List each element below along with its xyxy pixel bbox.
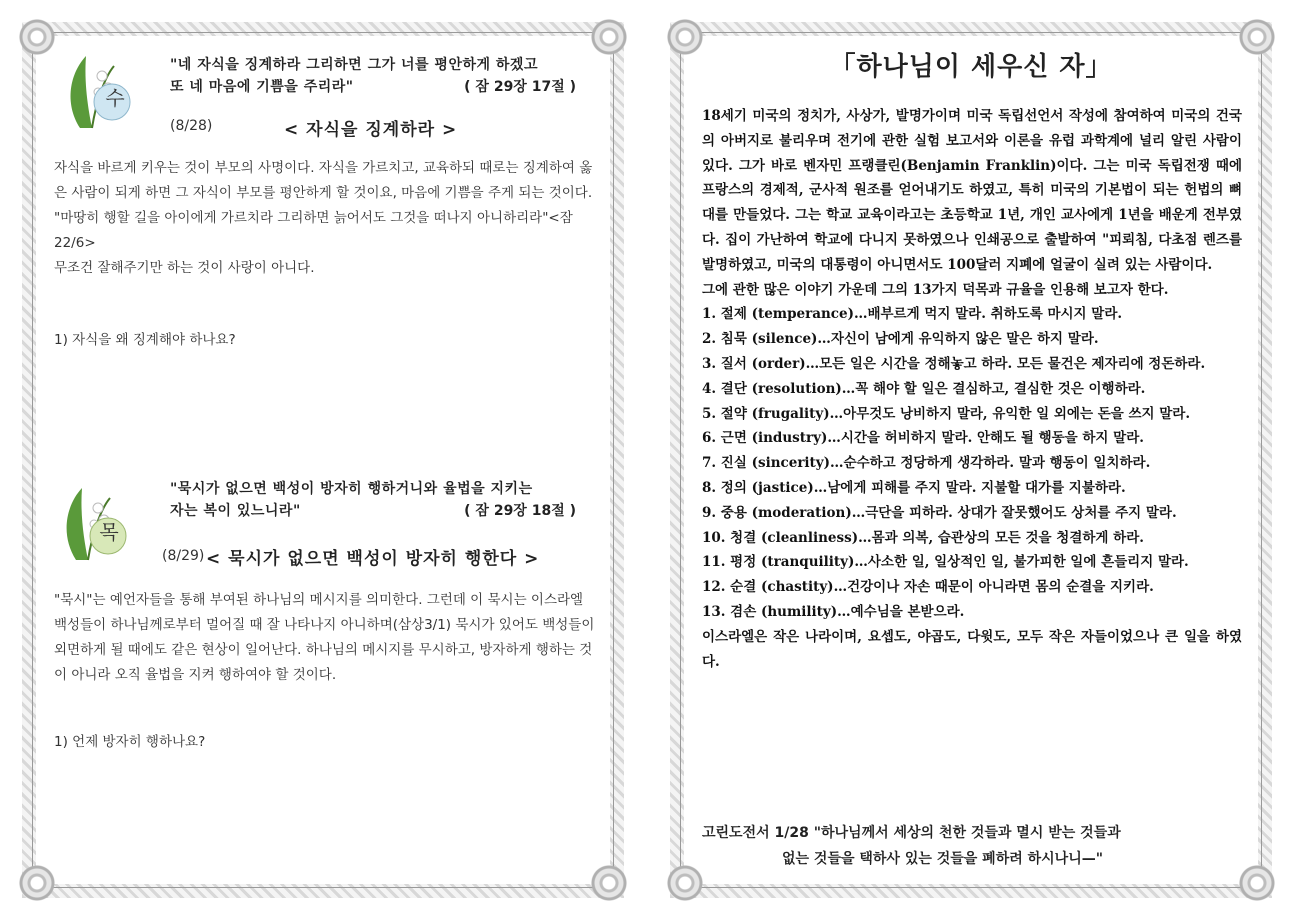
date-label: (8/29) xyxy=(162,548,205,564)
section-body xyxy=(54,588,600,688)
section-heading: < 자식을 징계하라 > xyxy=(284,120,458,140)
list-item: 5. 절약 (frugality)…아무것도 낭비하지 말라, 유익한 일 외에는 돈을 쓰지 말라. xyxy=(702,405,1191,422)
verse-line: "묵시가 없으면 백성이 방자히 행하거니와 율법을 지키는 xyxy=(170,481,533,497)
question-text: 1) 자식을 왜 징계해야 하나요? xyxy=(54,332,236,348)
left-page xyxy=(22,22,624,898)
list-item: 7. 진실 (sincerity)…순수하고 정당하게 생각하라. 말과 행동이 일치하라. xyxy=(702,455,1151,472)
verse-reference: ( 잠 29장 17절 ) xyxy=(464,79,576,95)
list-item: 1. 절제 (temperance)…배부르게 먹지 말라. 취하도록 마시지 말라. xyxy=(702,306,1123,323)
list-item: 6. 근면 (industry)…시간을 허비하지 말라. 안해도 될 행동을 하지 말라. xyxy=(702,430,1144,447)
list-item: 9. 중용 (moderation)…극단을 피하라. 상대가 잘못했어도 상처를 주지 말라. xyxy=(702,504,1177,521)
list-item: 2. 침묵 (silence)…자신이 남에게 유익하지 않은 말은 하지 말라. xyxy=(702,331,1099,348)
paragraph: "마땅히 행할 길을 아이에게 가르치라 그리하면 늙어서도 그것을 떠나지 아니하리라"<잠22/6> xyxy=(54,210,573,251)
corner-flower-icon xyxy=(14,14,60,60)
section-heading: < 묵시가 없으면 백성이 방자히 행한다 > xyxy=(206,549,540,569)
page-title: 「하나님이 세우신 자」 xyxy=(829,52,1113,82)
list-item: 3. 질서 (order)…모든 일은 시간을 정해놓고 하라. 모든 물건은 제자리에 정돈하라. xyxy=(702,355,1206,372)
closing-paragraph: 이스라엘은 작은 나라이며, 요셉도, 야곱도, 다윗도, 모두 작은 자들이었으나 큰 일을 하였다. xyxy=(702,628,1242,670)
footer-line: 고린도전서 1/28 "하나님께서 세상의 천한 것들과 멸시 받는 것들과 xyxy=(702,825,1121,841)
date-label: (8/28) xyxy=(170,118,213,134)
paragraph: 18세기 미국의 정치가, 사상가, 발명가이며 미국 독립선언서 작성에 참여하여 미국의 건국의 아버지로 불리우며 전기에 관한 실험 보고서와 이론을 유럽 과학계에 널리 알린 사람이 있다. 그가 바로 벤자민 프랭클린(Benjamin Franklin)이다. 그는 미국 독립전쟁 때에 프랑스의 경제적, 군사적 원조를 얻어내기도 하였고, 특히 미국의 기본법이 되는 헌법의 뼈대를 만들었다. 그는 학교 교육이라고는 초등학교 1년, 개인 교사에게 1년을 배운게 전부였다. 집이 가난하여 학교에 다니지 못하였으나 인쇄공으로 출발하여 "피뢰침, 다초점 렌즈를 발명하였고, 미국의 대통령이 아니면서도 100달러 지폐에 얼굴이 실려 있는 사람이다. xyxy=(702,108,1242,273)
flower-char: 목 xyxy=(99,520,119,544)
paragraph: 무조건 잘해주기만 하는 것이 사랑이 아니다. xyxy=(54,260,315,276)
corner-flower-icon xyxy=(586,860,632,906)
list-item: 10. 청결 (cleanliness)…몸과 의복, 습관상의 모든 것을 청결하게 하라. xyxy=(702,529,1144,546)
list-item: 13. 겸손 (humility)…예수님을 본받으라. xyxy=(702,603,965,620)
verse-line: 자는 복이 있느니라" xyxy=(170,503,301,519)
corner-flower-icon xyxy=(14,860,60,906)
flower-char: 수 xyxy=(105,86,125,110)
right-page xyxy=(670,22,1272,898)
virtue-list xyxy=(702,302,1242,624)
verse-reference: ( 잠 29장 18절 ) xyxy=(464,503,576,519)
list-item: 4. 결단 (resolution)…꼭 해야 할 일은 결심하고, 결심한 것은 이행하라. xyxy=(702,380,1146,397)
question-text: 1) 언제 방자히 행하나요? xyxy=(54,734,206,750)
list-item: 8. 정의 (jastice)…남에게 피해를 주지 말라. 지불할 대가를 지불하라. xyxy=(702,479,1126,496)
verse-line: "네 자식을 징계하라 그리하면 그가 너를 평안하게 하겠고 xyxy=(170,57,538,73)
paragraph: "묵시"는 예언자들을 통해 부여된 하나님의 메시지를 의미한다. 그런데 이 묵시는 이스라엘 백성들이 하나님께로부터 멀어질 때 잘 나타나지 아니하며(삼상3/1) 묵시가 있어도 백성들이 외면하게 될 때에도 같은 현상이 일어난다. 하나님의 메시지를 무시하고, 방자하게 행하는 것이 아니라 오직 율법을 지켜 행하여야 할 것이다. xyxy=(54,592,595,683)
footer-line: 없는 것들을 택하사 있는 것들을 폐하려 하시나니—" xyxy=(782,851,1104,867)
section-body xyxy=(54,156,600,281)
article-body xyxy=(702,104,1242,674)
paragraph: 자식을 바르게 키우는 것이 부모의 사명이다. 자식을 가르치고, 교육하되 때로는 징계하여 옳은 사람이 되게 하면 그 자식이 부모를 평안하게 할 것이요, 마음에 기쁨을 주게 되는 것이다. xyxy=(54,160,593,201)
verse-line: 또 네 마음에 기쁨을 주리라" xyxy=(170,79,354,95)
footer-verse xyxy=(702,820,1242,872)
list-item: 12. 순결 (chastity)…건강이나 자손 때문이 아니라면 몸의 순결을 지키라. xyxy=(702,579,1154,596)
list-item: 11. 평정 (tranquility)…사소한 일, 일상적인 일, 불가피한 일에 흔들리지 말라. xyxy=(702,554,1189,571)
paragraph: 그에 관한 많은 이야기 가운데 그의 13가지 덕목과 규율을 인용해 보고자 한다. xyxy=(702,281,1169,298)
